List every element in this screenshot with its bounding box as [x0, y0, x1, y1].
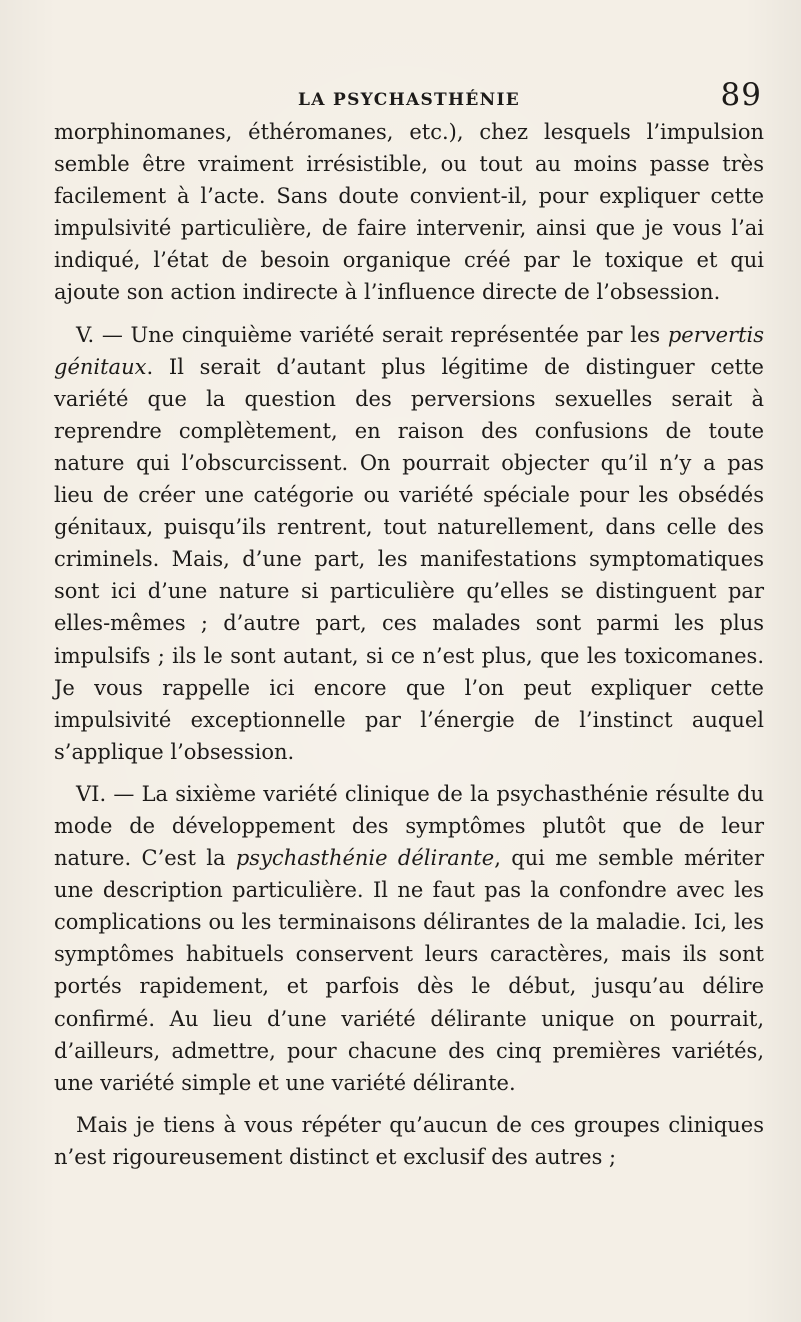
paragraph-2-prefix: V. — Une cinquième variété serait représentée par les [76, 322, 668, 347]
running-title: LA PSYCHASTHÉNIE [298, 90, 520, 110]
paragraph-1: morphinomanes, éthéromanes, etc.), chez lesquels l’impulsion semble être vraiment irrésistible, ou tout au moins passe très facilement à l’acte. Sans doute convient-il, pour expliquer cette impulsivité particulière, de faire intervenir, ainsi que je vous l’ai indiqué, l’état de besoin organique créé par le toxique et qui ajoute son action indirecte à l’influence directe de l’obsession. [54, 120, 764, 305]
paragraph-2-rest: . Il serait d’autant plus légitime de distinguer cette variété que la question des perversions sexuelles serait à reprendre complètement, en raison des confusions de toute nature qui l’obscurcissent. On pourrait objecter qu’il n’y a pas lieu de créer une catégorie ou variété spéciale pour les obsédés génitaux, puisqu’ils rentrent, tout naturellement, dans celle des criminels. Mais, d’une part, les manifestations symptomatiques sont ici d’une nature si particulière qu’elles se distinguent par elles-mêmes ; d’autre part, ces malades sont parmi les plus impulsifs ; ils le sont autant, si ce n’est plus, que les toxicomanes. Je vous rappelle ici encore que l’on peut expliquer cette impulsivité exceptionnelle par l’énergie de l’instinct auquel s’applique l’obsession. [54, 354, 764, 764]
page-header [54, 74, 764, 114]
paragraph-3-rest: , qui me semble mériter une description particulière. Il ne faut pas la confondre avec les complications ou les terminaisons délirantes de la maladie. Ici, les symptômes habituels conservent leurs caractères, mais ils sont portés rapidement, et parfois dès le début, jusqu’au délire confirmé. Au lieu d’une variété délirante unique on pourrait, d’ailleurs, admettre, pour chacune des cinq premières variétés, une variété simple et une variété délirante. [54, 846, 765, 1095]
page-body [54, 116, 764, 1183]
paragraph-3-prefix: VI. — La sixième variété clinique de la psychasthénie résulte du mode de développement des symptômes plutôt que de leur nature. C’est la [54, 781, 764, 871]
paragraph-4: Mais je tiens à vous répéter qu’aucun de ces groupes cliniques n’est rigoureusement distinct et exclusif des autres ; [54, 1112, 764, 1169]
page-number: 89 [720, 77, 762, 113]
paragraph-3-italic: psychasthénie délirante [235, 846, 495, 871]
paragraph-2 [54, 319, 764, 768]
paragraph-3 [54, 778, 764, 1099]
paragraph-2-italic: pervertis génitaux [54, 322, 764, 379]
